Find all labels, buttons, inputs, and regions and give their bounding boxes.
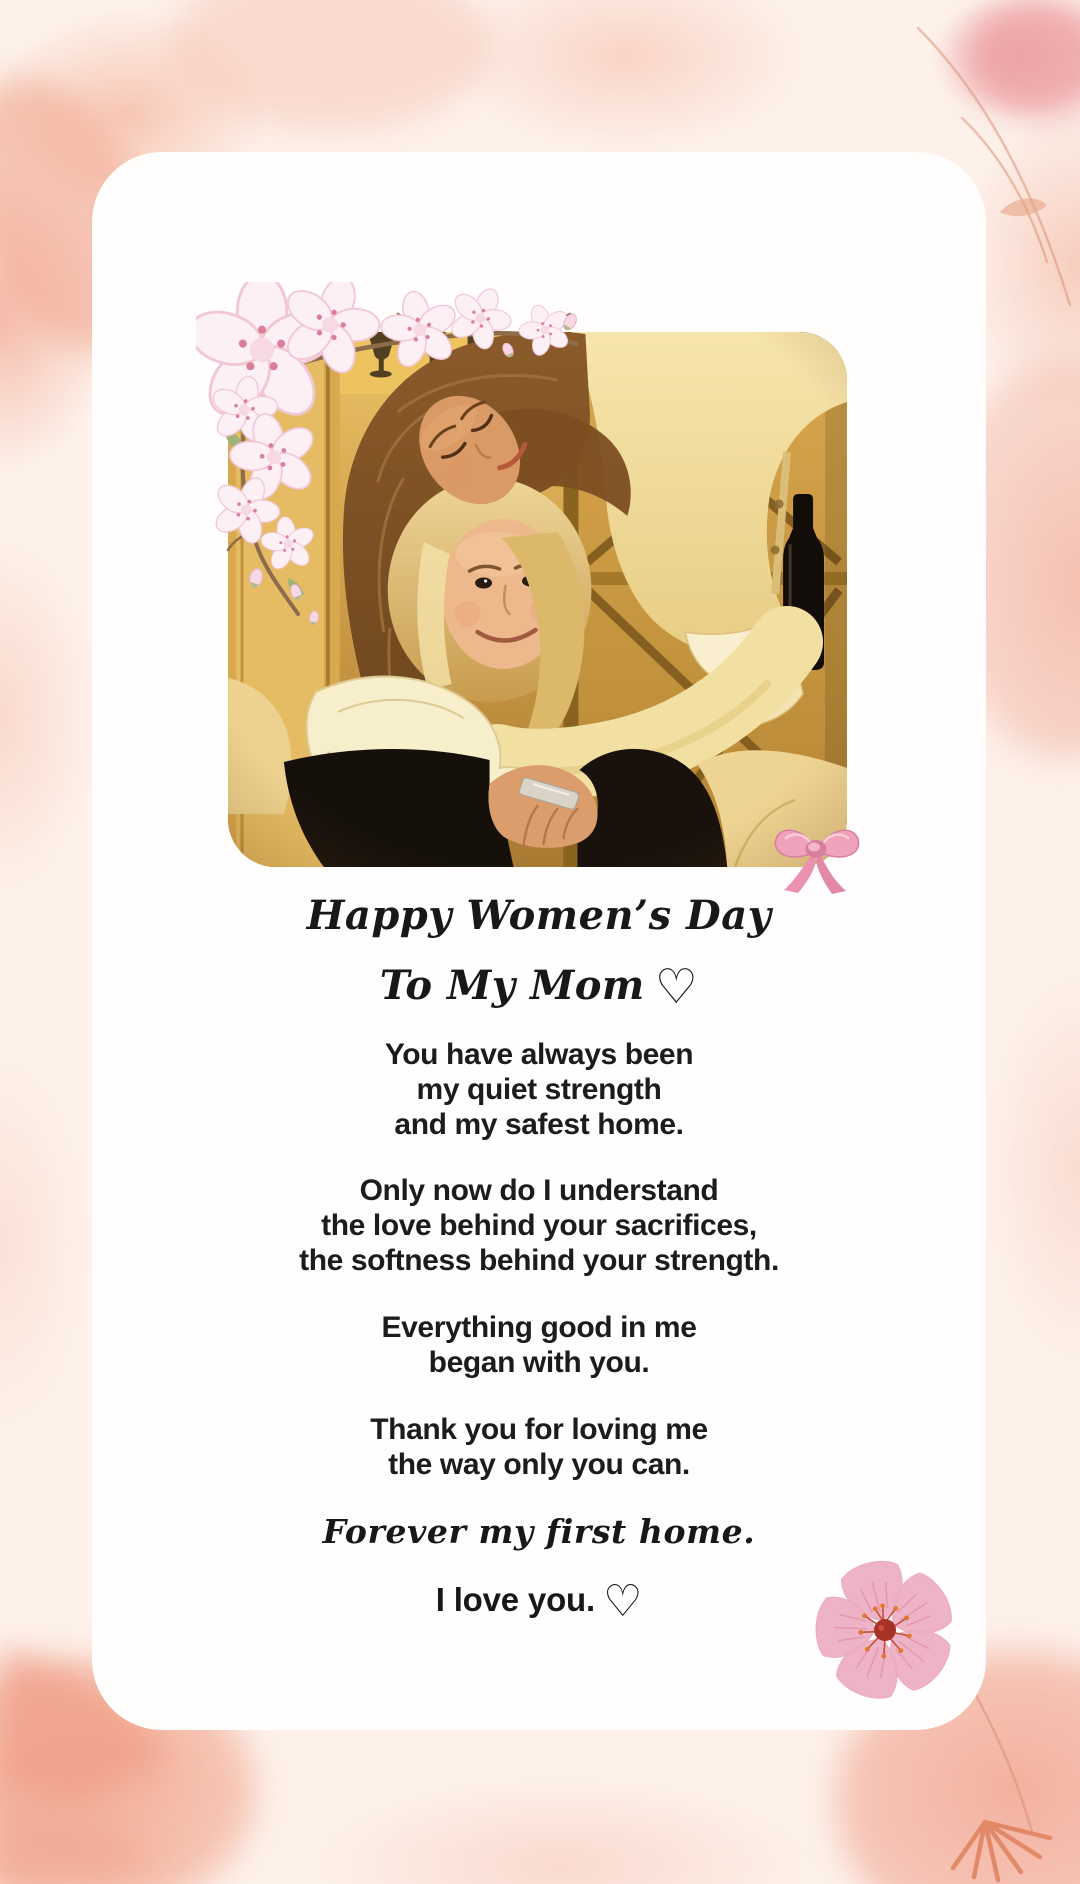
poem-line: Thank you for loving me bbox=[370, 1413, 708, 1446]
poem-line: the way only you can. bbox=[388, 1448, 690, 1481]
closing-line: Forever my first home. bbox=[322, 1512, 756, 1551]
heart-icon: ♡ bbox=[654, 959, 699, 1015]
card-title: Happy Women’s Day bbox=[306, 892, 772, 939]
poem-line: and my safest home. bbox=[394, 1108, 684, 1141]
signoff-line bbox=[92, 1572, 986, 1630]
cherry-blossom-branch-decoration bbox=[196, 282, 586, 637]
poem-line: Only now do I understand bbox=[359, 1174, 719, 1207]
pink-bow-decoration bbox=[768, 818, 866, 898]
dedication-text: To My Mom bbox=[379, 962, 645, 1009]
signoff-text: I love you. bbox=[435, 1581, 595, 1618]
poem-line: You have always been bbox=[384, 1038, 694, 1071]
heart-icon: ♡ bbox=[602, 1576, 643, 1627]
greeting-card bbox=[92, 152, 986, 1730]
poem-stanza-1 bbox=[92, 1037, 986, 1142]
poem-line: my quiet strength bbox=[416, 1073, 662, 1106]
poem-line: the softness behind your strength. bbox=[299, 1244, 779, 1277]
card-dedication bbox=[92, 958, 986, 1015]
poem-stanza-2 bbox=[92, 1173, 986, 1278]
poem-stanza-4 bbox=[92, 1412, 986, 1482]
poem-stanza-3 bbox=[92, 1310, 986, 1380]
poem-line: Everything good in me bbox=[381, 1311, 697, 1344]
poem-line: began with you. bbox=[428, 1346, 650, 1379]
poem-line: the love behind your sacrifices, bbox=[321, 1209, 757, 1242]
